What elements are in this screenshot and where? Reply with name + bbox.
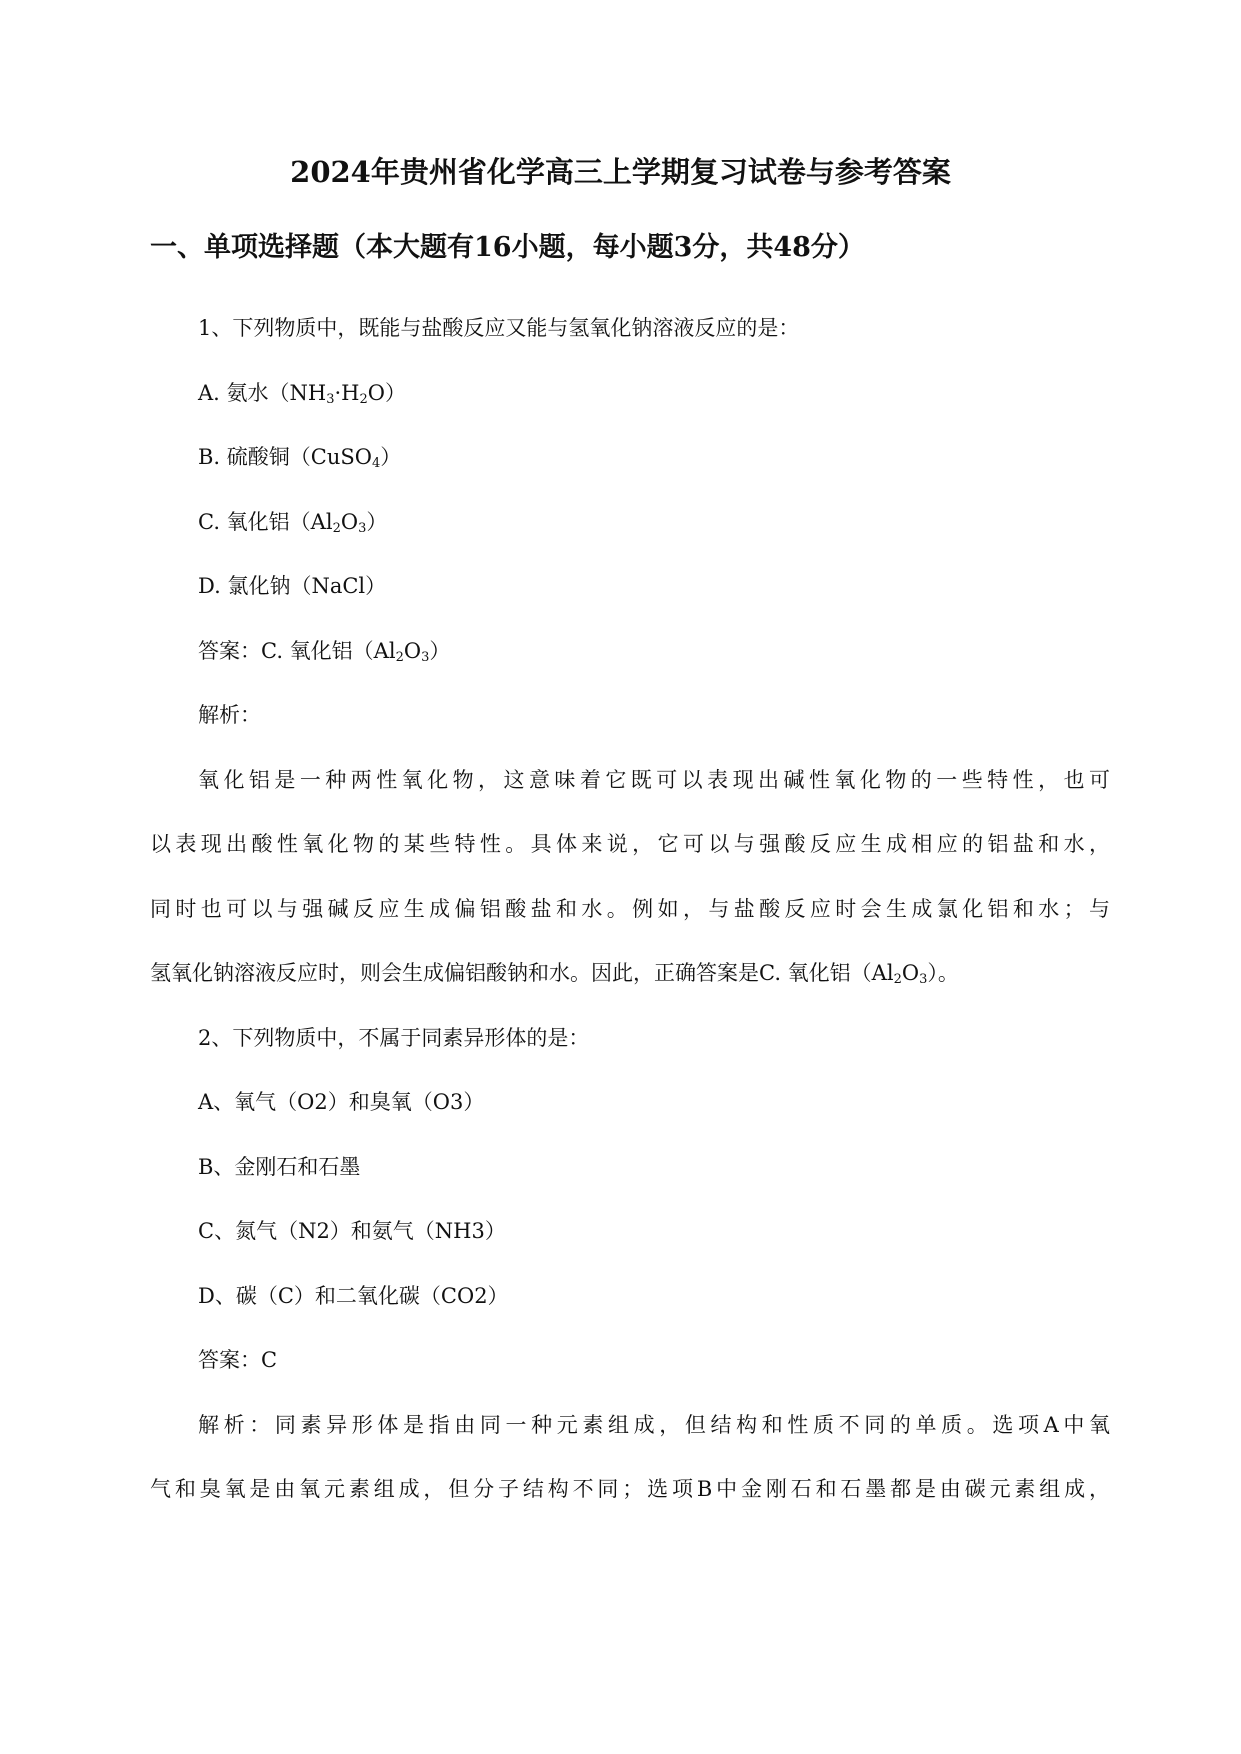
q1-option-b: B. 硫酸铜（CuSO$_4$）: [198, 445, 402, 471]
q1-analysis-line-4: 氢氧化钠溶液反应时，则会生成偏铝酸钠和水。因此，正确答案是C. 氧化铝$(Al_2O_3)$。: [150, 961, 959, 987]
q2-option-d: D、碳（C）和二氧化碳（CO2）: [198, 1283, 509, 1308]
q1-option-a: A. 氨水$(NH_3\cdot H_2O)$: [198, 380, 406, 407]
q2-option-b: B、金刚石和石墨: [198, 1154, 361, 1179]
q1-analysis-line-1: 氧化铝是一种两性氧化物，这意味着它既可以表现出碱性氧化物的一些特性，也可: [198, 767, 1110, 792]
q2-option-a: A、氧气（O2）和臭氧（O3）: [198, 1090, 485, 1114]
q2-stem: 2、下列物质中，不属于同素异形体的是：: [198, 1025, 590, 1050]
q1-answer: 答案：C. 氧化铝$(Al_2O_3)$: [198, 638, 451, 665]
section-heading: 一、单项选择题（本大题有16小题，每小题3分，共48分）: [150, 232, 865, 263]
q1-option-d: D. 氯化钠（NaCl）: [198, 574, 387, 598]
q1-option-c: C. 氧化铝$(Al_2O_3)$: [198, 509, 388, 536]
q1-analysis-line-3: 同时也可以与强碱反应生成偏铝酸盐和水。例如，与盐酸反应时会生成氯化铝和水；与: [150, 896, 1110, 921]
question-content: [150, 296, 1110, 1522]
q1-stem: 1、下列物质中，既能与盐酸反应又能与氢氧化钠溶液反应的是：: [198, 316, 800, 340]
q2-answer: 答案：C: [198, 1348, 278, 1372]
q1-analysis-label: 解析：: [198, 703, 261, 727]
document-title: 2024年贵州省化学高三上学期复习试卷与参考答案: [290, 155, 951, 189]
q2-analysis-line-2: 气和臭氧是由氧元素组成，但分子结构不同；选项B中金刚石和石墨都是由碳元素组成，: [150, 1477, 1110, 1501]
q1-analysis-line-2: 以表现出酸性氧化物的某些特性。具体来说，它可以与强酸反应生成相应的铝盐和水，: [150, 832, 1110, 856]
q2-option-c: C、氮气（N2）和氨气（NH3）: [198, 1219, 506, 1243]
q2-analysis-line-1: 解析：同素异形体是指由同一种元素组成，但结构和性质不同的单质。选项A中氧: [198, 1412, 1110, 1437]
